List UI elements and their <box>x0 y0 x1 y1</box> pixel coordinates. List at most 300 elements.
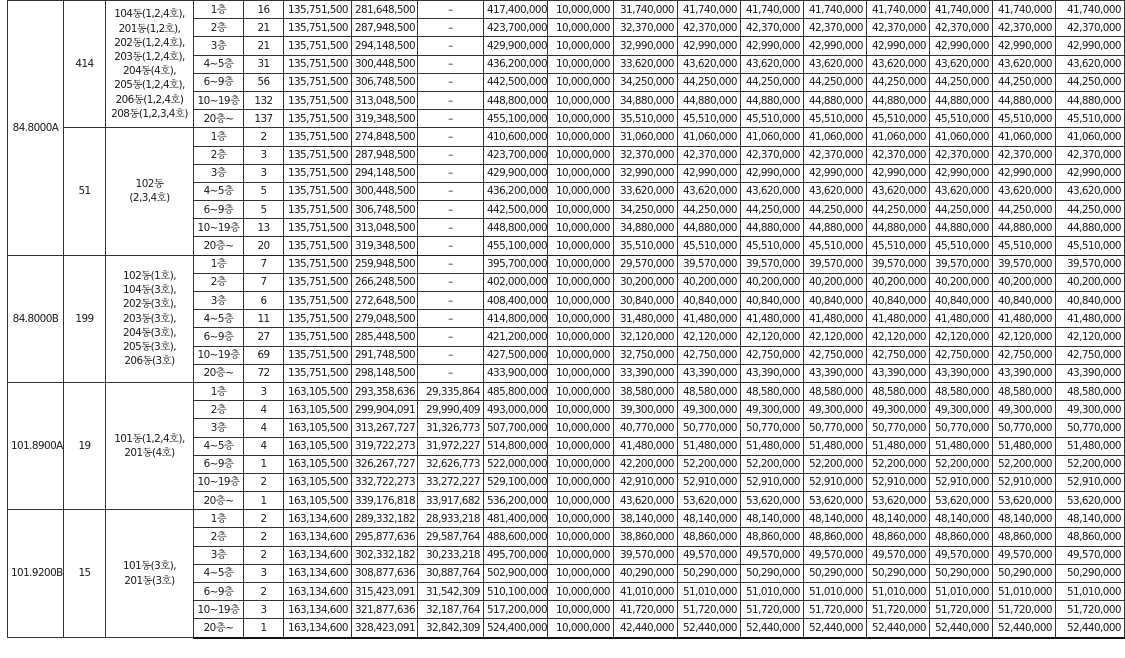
interim-1-cell: 51,480,000 <box>678 437 741 455</box>
total-price-cell: 402,000,000 <box>484 273 548 291</box>
interim-2-cell: 50,290,000 <box>741 564 804 582</box>
interim-2-cell: 50,770,000 <box>741 419 804 437</box>
interim-5-cell: 40,200,000 <box>930 273 993 291</box>
interim-5-cell: 42,990,000 <box>930 37 993 55</box>
interim-4-cell: 52,910,000 <box>867 473 930 491</box>
land-price-cell: 135,751,500 <box>284 55 352 73</box>
floor-cell: 2층 <box>194 273 244 291</box>
interim-5-cell: 41,480,000 <box>930 310 993 328</box>
building-price-cell: 306,748,500 <box>352 73 418 91</box>
interim-3-cell: 53,620,000 <box>804 492 867 510</box>
household-count-cell: 137 <box>244 110 284 128</box>
interim-5-cell: 45,510,000 <box>930 110 993 128</box>
balance-cell: 44,880,000 <box>1056 91 1125 109</box>
interim-4-cell: 50,770,000 <box>867 419 930 437</box>
interim-3-cell: 45,510,000 <box>804 110 867 128</box>
contract-balance-cell: 31,060,000 <box>614 128 678 146</box>
interim-6-cell: 43,620,000 <box>993 55 1056 73</box>
household-count-cell: 2 <box>244 546 284 564</box>
interim-4-cell: 40,200,000 <box>867 273 930 291</box>
building-price-cell: 319,348,500 <box>352 237 418 255</box>
contract-balance-cell: 41,480,000 <box>614 437 678 455</box>
floor-cell: 1층 <box>194 1 244 19</box>
contract-balance-cell: 33,620,000 <box>614 55 678 73</box>
total-price-cell: 488,600,000 <box>484 528 548 546</box>
contract-deposit-cell: 10,000,000 <box>548 601 614 619</box>
total-price-cell: 448,800,000 <box>484 91 548 109</box>
household-count-cell: 21 <box>244 37 284 55</box>
household-count-cell: 1 <box>244 492 284 510</box>
interim-2-cell: 52,200,000 <box>741 455 804 473</box>
interim-6-cell: 40,200,000 <box>993 273 1056 291</box>
interim-2-cell: 42,370,000 <box>741 19 804 37</box>
interim-1-cell: 51,010,000 <box>678 583 741 601</box>
interim-3-cell: 52,910,000 <box>804 473 867 491</box>
interim-3-cell: 51,480,000 <box>804 437 867 455</box>
interim-3-cell: 42,990,000 <box>804 37 867 55</box>
balance-cell: 42,990,000 <box>1056 164 1125 182</box>
interim-2-cell: 40,200,000 <box>741 273 804 291</box>
interim-5-cell: 42,750,000 <box>930 346 993 364</box>
interim-4-cell: 50,290,000 <box>867 564 930 582</box>
building-price-cell: 313,267,727 <box>352 419 418 437</box>
interim-2-cell: 49,300,000 <box>741 401 804 419</box>
contract-deposit-cell: 10,000,000 <box>548 55 614 73</box>
balance-cell: 53,620,000 <box>1056 492 1125 510</box>
contract-balance-cell: 32,370,000 <box>614 19 678 37</box>
contract-balance-cell: 41,720,000 <box>614 601 678 619</box>
interim-4-cell: 44,250,000 <box>867 201 930 219</box>
land-price-cell: 135,751,500 <box>284 73 352 91</box>
interim-3-cell: 43,390,000 <box>804 364 867 382</box>
building-price-cell: 285,448,500 <box>352 328 418 346</box>
vat-cell: – <box>418 164 484 182</box>
total-price-cell: 395,700,000 <box>484 255 548 273</box>
land-price-cell: 163,105,500 <box>284 437 352 455</box>
interim-4-cell: 52,200,000 <box>867 455 930 473</box>
interim-2-cell: 49,570,000 <box>741 546 804 564</box>
interim-5-cell: 39,570,000 <box>930 255 993 273</box>
interim-3-cell: 45,510,000 <box>804 237 867 255</box>
total-price-cell: 423,700,000 <box>484 19 548 37</box>
household-count-cell: 31 <box>244 55 284 73</box>
contract-deposit-cell: 10,000,000 <box>548 73 614 91</box>
interim-3-cell: 48,140,000 <box>804 510 867 528</box>
total-price-cell: 423,700,000 <box>484 146 548 164</box>
table-row <box>8 382 1125 400</box>
interim-1-cell: 45,510,000 <box>678 110 741 128</box>
vat-cell: 33,272,227 <box>418 473 484 491</box>
contract-deposit-cell: 10,000,000 <box>548 382 614 400</box>
building-numbers-cell: 102동(1호), 104동(3호), 202동(3호), 203동(3호), 204동(3호), 205동(3호), 206동(3호) <box>106 255 194 382</box>
interim-5-cell: 43,620,000 <box>930 55 993 73</box>
interim-6-cell: 40,840,000 <box>993 292 1056 310</box>
balance-cell: 50,290,000 <box>1056 564 1125 582</box>
interim-6-cell: 44,880,000 <box>993 219 1056 237</box>
land-price-cell: 135,751,500 <box>284 273 352 291</box>
balance-cell: 52,910,000 <box>1056 473 1125 491</box>
household-count-cell: 69 <box>244 346 284 364</box>
contract-balance-cell: 31,740,000 <box>614 1 678 19</box>
interim-3-cell: 50,290,000 <box>804 564 867 582</box>
interim-3-cell: 42,370,000 <box>804 19 867 37</box>
interim-1-cell: 40,200,000 <box>678 273 741 291</box>
land-price-cell: 135,751,500 <box>284 364 352 382</box>
interim-5-cell: 43,390,000 <box>930 364 993 382</box>
contract-deposit-cell: 10,000,000 <box>548 237 614 255</box>
interim-6-cell: 44,880,000 <box>993 91 1056 109</box>
total-price-cell: 433,900,000 <box>484 364 548 382</box>
vat-cell: – <box>418 364 484 382</box>
interim-6-cell: 48,860,000 <box>993 528 1056 546</box>
vat-cell: – <box>418 55 484 73</box>
contract-deposit-cell: 10,000,000 <box>548 564 614 582</box>
land-price-cell: 163,105,500 <box>284 473 352 491</box>
interim-5-cell: 44,250,000 <box>930 73 993 91</box>
land-price-cell: 135,751,500 <box>284 1 352 19</box>
interim-1-cell: 41,480,000 <box>678 310 741 328</box>
building-price-cell: 315,423,091 <box>352 583 418 601</box>
balance-cell: 45,510,000 <box>1056 237 1125 255</box>
floor-cell: 4~5층 <box>194 310 244 328</box>
interim-5-cell: 42,120,000 <box>930 328 993 346</box>
vat-cell: 29,990,409 <box>418 401 484 419</box>
contract-balance-cell: 40,770,000 <box>614 419 678 437</box>
interim-3-cell: 42,370,000 <box>804 146 867 164</box>
total-price-cell: 429,900,000 <box>484 164 548 182</box>
interim-6-cell: 48,140,000 <box>993 510 1056 528</box>
building-price-cell: 313,048,500 <box>352 219 418 237</box>
interim-1-cell: 43,620,000 <box>678 182 741 200</box>
interim-6-cell: 41,740,000 <box>993 1 1056 19</box>
contract-deposit-cell: 10,000,000 <box>548 37 614 55</box>
total-price-cell: 442,500,000 <box>484 201 548 219</box>
interim-1-cell: 44,250,000 <box>678 201 741 219</box>
land-price-cell: 135,751,500 <box>284 19 352 37</box>
interim-5-cell: 42,370,000 <box>930 146 993 164</box>
household-count-cell: 1 <box>244 619 284 638</box>
household-count-cell: 27 <box>244 328 284 346</box>
interim-3-cell: 49,300,000 <box>804 401 867 419</box>
household-count-cell: 3 <box>244 564 284 582</box>
vat-cell: – <box>418 219 484 237</box>
total-price-cell: 536,200,000 <box>484 492 548 510</box>
unit-count-cell: 51 <box>64 128 106 255</box>
interim-4-cell: 41,060,000 <box>867 128 930 146</box>
building-price-cell: 306,748,500 <box>352 201 418 219</box>
contract-balance-cell: 38,580,000 <box>614 382 678 400</box>
contract-balance-cell: 33,620,000 <box>614 182 678 200</box>
contract-balance-cell: 33,390,000 <box>614 364 678 382</box>
contract-balance-cell: 43,620,000 <box>614 492 678 510</box>
floor-cell: 4~5층 <box>194 564 244 582</box>
interim-6-cell: 45,510,000 <box>993 237 1056 255</box>
building-price-cell: 300,448,500 <box>352 55 418 73</box>
total-price-cell: 442,500,000 <box>484 73 548 91</box>
interim-4-cell: 42,370,000 <box>867 146 930 164</box>
balance-cell: 44,250,000 <box>1056 73 1125 91</box>
interim-5-cell: 48,860,000 <box>930 528 993 546</box>
interim-2-cell: 48,140,000 <box>741 510 804 528</box>
land-price-cell: 135,751,500 <box>284 128 352 146</box>
interim-5-cell: 48,580,000 <box>930 382 993 400</box>
interim-6-cell: 44,250,000 <box>993 73 1056 91</box>
land-price-cell: 135,751,500 <box>284 237 352 255</box>
interim-3-cell: 49,570,000 <box>804 546 867 564</box>
interim-2-cell: 44,880,000 <box>741 219 804 237</box>
land-price-cell: 163,134,600 <box>284 528 352 546</box>
vat-cell: 29,587,764 <box>418 528 484 546</box>
total-price-cell: 481,400,000 <box>484 510 548 528</box>
floor-cell: 3층 <box>194 546 244 564</box>
building-price-cell: 332,722,273 <box>352 473 418 491</box>
contract-balance-cell: 32,990,000 <box>614 37 678 55</box>
interim-2-cell: 41,480,000 <box>741 310 804 328</box>
balance-cell: 39,570,000 <box>1056 255 1125 273</box>
balance-cell: 43,620,000 <box>1056 55 1125 73</box>
contract-balance-cell: 32,370,000 <box>614 146 678 164</box>
interim-2-cell: 51,010,000 <box>741 583 804 601</box>
household-count-cell: 2 <box>244 473 284 491</box>
vat-cell: – <box>418 37 484 55</box>
vat-cell: – <box>418 128 484 146</box>
building-numbers-cell: 101동(1,2,4호), 201동(4호) <box>106 382 194 509</box>
balance-cell: 42,750,000 <box>1056 346 1125 364</box>
land-price-cell: 163,134,600 <box>284 619 352 638</box>
interim-6-cell: 51,010,000 <box>993 583 1056 601</box>
contract-deposit-cell: 10,000,000 <box>548 455 614 473</box>
contract-deposit-cell: 10,000,000 <box>548 182 614 200</box>
interim-1-cell: 52,910,000 <box>678 473 741 491</box>
contract-balance-cell: 32,120,000 <box>614 328 678 346</box>
building-price-cell: 339,176,818 <box>352 492 418 510</box>
contract-deposit-cell: 10,000,000 <box>548 255 614 273</box>
interim-2-cell: 48,580,000 <box>741 382 804 400</box>
contract-balance-cell: 39,300,000 <box>614 401 678 419</box>
interim-3-cell: 41,480,000 <box>804 310 867 328</box>
table-row <box>8 1 1125 19</box>
land-price-cell: 163,134,600 <box>284 601 352 619</box>
interim-6-cell: 42,370,000 <box>993 146 1056 164</box>
floor-cell: 3층 <box>194 292 244 310</box>
contract-balance-cell: 29,570,000 <box>614 255 678 273</box>
contract-balance-cell: 34,880,000 <box>614 91 678 109</box>
interim-5-cell: 42,990,000 <box>930 164 993 182</box>
interim-2-cell: 48,860,000 <box>741 528 804 546</box>
contract-deposit-cell: 10,000,000 <box>548 546 614 564</box>
floor-cell: 6~9층 <box>194 73 244 91</box>
contract-deposit-cell: 10,000,000 <box>548 437 614 455</box>
vat-cell: 31,972,227 <box>418 437 484 455</box>
interim-6-cell: 52,910,000 <box>993 473 1056 491</box>
interim-2-cell: 42,370,000 <box>741 146 804 164</box>
interim-6-cell: 51,480,000 <box>993 437 1056 455</box>
interim-4-cell: 51,010,000 <box>867 583 930 601</box>
interim-4-cell: 51,720,000 <box>867 601 930 619</box>
total-price-cell: 410,600,000 <box>484 128 548 146</box>
interim-3-cell: 52,440,000 <box>804 619 867 638</box>
interim-6-cell: 49,570,000 <box>993 546 1056 564</box>
total-price-cell: 524,400,000 <box>484 619 548 638</box>
floor-cell: 4~5층 <box>194 182 244 200</box>
interim-1-cell: 52,200,000 <box>678 455 741 473</box>
interim-5-cell: 44,250,000 <box>930 201 993 219</box>
interim-4-cell: 41,740,000 <box>867 1 930 19</box>
household-count-cell: 4 <box>244 401 284 419</box>
land-price-cell: 163,105,500 <box>284 382 352 400</box>
interim-6-cell: 52,200,000 <box>993 455 1056 473</box>
land-price-cell: 163,134,600 <box>284 546 352 564</box>
interim-4-cell: 51,480,000 <box>867 437 930 455</box>
building-price-cell: 259,948,500 <box>352 255 418 273</box>
balance-cell: 42,990,000 <box>1056 37 1125 55</box>
total-price-cell: 448,800,000 <box>484 219 548 237</box>
unit-type-cell: 84.8000A <box>8 1 64 256</box>
interim-5-cell: 52,200,000 <box>930 455 993 473</box>
interim-1-cell: 42,120,000 <box>678 328 741 346</box>
contract-deposit-cell: 10,000,000 <box>548 91 614 109</box>
building-price-cell: 328,423,091 <box>352 619 418 638</box>
household-count-cell: 20 <box>244 237 284 255</box>
balance-cell: 44,250,000 <box>1056 201 1125 219</box>
contract-balance-cell: 30,840,000 <box>614 292 678 310</box>
interim-1-cell: 42,750,000 <box>678 346 741 364</box>
contract-deposit-cell: 10,000,000 <box>548 492 614 510</box>
total-price-cell: 427,500,000 <box>484 346 548 364</box>
building-numbers-cell: 104동(1,2,4호), 201동(1,2호), 202동(1,2,4호), 203동(1,2,4호), 204동(4호), 205동(1,2,4호), 206동(1,2,4호) 208동(1,2,3,4호) <box>106 1 194 128</box>
interim-1-cell: 42,990,000 <box>678 37 741 55</box>
contract-balance-cell: 34,880,000 <box>614 219 678 237</box>
contract-balance-cell: 41,010,000 <box>614 583 678 601</box>
interim-6-cell: 52,440,000 <box>993 619 1056 638</box>
balance-cell: 43,390,000 <box>1056 364 1125 382</box>
interim-5-cell: 49,300,000 <box>930 401 993 419</box>
land-price-cell: 163,105,500 <box>284 492 352 510</box>
floor-cell: 4~5층 <box>194 55 244 73</box>
contract-deposit-cell: 10,000,000 <box>548 310 614 328</box>
interim-3-cell: 40,840,000 <box>804 292 867 310</box>
floor-cell: 3층 <box>194 37 244 55</box>
contract-deposit-cell: 10,000,000 <box>548 619 614 638</box>
floor-cell: 10~19층 <box>194 346 244 364</box>
building-numbers-cell: 102동 (2,3,4호) <box>106 128 194 255</box>
interim-6-cell: 42,370,000 <box>993 19 1056 37</box>
land-price-cell: 135,751,500 <box>284 164 352 182</box>
vat-cell: – <box>418 237 484 255</box>
land-price-cell: 135,751,500 <box>284 37 352 55</box>
balance-cell: 50,770,000 <box>1056 419 1125 437</box>
balance-cell: 40,840,000 <box>1056 292 1125 310</box>
contract-deposit-cell: 10,000,000 <box>548 364 614 382</box>
balance-cell: 51,720,000 <box>1056 601 1125 619</box>
interim-2-cell: 53,620,000 <box>741 492 804 510</box>
interim-6-cell: 53,620,000 <box>993 492 1056 510</box>
interim-4-cell: 42,990,000 <box>867 37 930 55</box>
contract-deposit-cell: 10,000,000 <box>548 273 614 291</box>
interim-1-cell: 48,580,000 <box>678 382 741 400</box>
building-price-cell: 294,148,500 <box>352 164 418 182</box>
balance-cell: 48,580,000 <box>1056 382 1125 400</box>
land-price-cell: 135,751,500 <box>284 146 352 164</box>
interim-2-cell: 51,480,000 <box>741 437 804 455</box>
interim-2-cell: 43,620,000 <box>741 55 804 73</box>
contract-balance-cell: 35,510,000 <box>614 237 678 255</box>
interim-6-cell: 44,250,000 <box>993 201 1056 219</box>
interim-1-cell: 52,440,000 <box>678 619 741 638</box>
balance-cell: 49,570,000 <box>1056 546 1125 564</box>
vat-cell: 30,233,218 <box>418 546 484 564</box>
interim-2-cell: 39,570,000 <box>741 255 804 273</box>
total-price-cell: 522,000,000 <box>484 455 548 473</box>
household-count-cell: 2 <box>244 583 284 601</box>
interim-3-cell: 39,570,000 <box>804 255 867 273</box>
interim-4-cell: 42,120,000 <box>867 328 930 346</box>
interim-3-cell: 50,770,000 <box>804 419 867 437</box>
total-price-cell: 455,100,000 <box>484 110 548 128</box>
balance-cell: 41,740,000 <box>1056 1 1125 19</box>
interim-5-cell: 52,440,000 <box>930 619 993 638</box>
building-price-cell: 313,048,500 <box>352 91 418 109</box>
interim-4-cell: 43,620,000 <box>867 182 930 200</box>
interim-1-cell: 50,770,000 <box>678 419 741 437</box>
interim-1-cell: 40,840,000 <box>678 292 741 310</box>
interim-5-cell: 50,770,000 <box>930 419 993 437</box>
balance-cell: 51,010,000 <box>1056 583 1125 601</box>
floor-cell: 10~19층 <box>194 601 244 619</box>
interim-1-cell: 44,250,000 <box>678 73 741 91</box>
balance-cell: 41,060,000 <box>1056 128 1125 146</box>
household-count-cell: 7 <box>244 255 284 273</box>
unit-count-cell: 15 <box>64 510 106 638</box>
apartment-price-table <box>7 0 1125 639</box>
vat-cell: – <box>418 310 484 328</box>
floor-cell: 1층 <box>194 382 244 400</box>
floor-cell: 20층~ <box>194 492 244 510</box>
floor-cell: 6~9층 <box>194 583 244 601</box>
vat-cell: – <box>418 146 484 164</box>
vat-cell: 32,842,309 <box>418 619 484 638</box>
interim-6-cell: 45,510,000 <box>993 110 1056 128</box>
building-price-cell: 326,267,727 <box>352 455 418 473</box>
land-price-cell: 135,751,500 <box>284 255 352 273</box>
household-count-cell: 16 <box>244 1 284 19</box>
vat-cell: – <box>418 73 484 91</box>
interim-3-cell: 44,250,000 <box>804 201 867 219</box>
interim-1-cell: 42,370,000 <box>678 19 741 37</box>
floor-cell: 4~5층 <box>194 437 244 455</box>
interim-3-cell: 52,200,000 <box>804 455 867 473</box>
contract-deposit-cell: 10,000,000 <box>548 146 614 164</box>
contract-deposit-cell: 10,000,000 <box>548 401 614 419</box>
total-price-cell: 510,100,000 <box>484 583 548 601</box>
interim-3-cell: 48,860,000 <box>804 528 867 546</box>
floor-cell: 2층 <box>194 146 244 164</box>
interim-6-cell: 42,120,000 <box>993 328 1056 346</box>
total-price-cell: 417,400,000 <box>484 1 548 19</box>
contract-deposit-cell: 10,000,000 <box>548 164 614 182</box>
unit-type-cell: 84.8000B <box>8 255 64 382</box>
interim-5-cell: 52,910,000 <box>930 473 993 491</box>
land-price-cell: 135,751,500 <box>284 346 352 364</box>
interim-3-cell: 51,720,000 <box>804 601 867 619</box>
interim-6-cell: 50,290,000 <box>993 564 1056 582</box>
balance-cell: 48,140,000 <box>1056 510 1125 528</box>
contract-balance-cell: 38,140,000 <box>614 510 678 528</box>
interim-4-cell: 45,510,000 <box>867 237 930 255</box>
contract-balance-cell: 38,860,000 <box>614 528 678 546</box>
interim-5-cell: 40,840,000 <box>930 292 993 310</box>
total-price-cell: 429,900,000 <box>484 37 548 55</box>
